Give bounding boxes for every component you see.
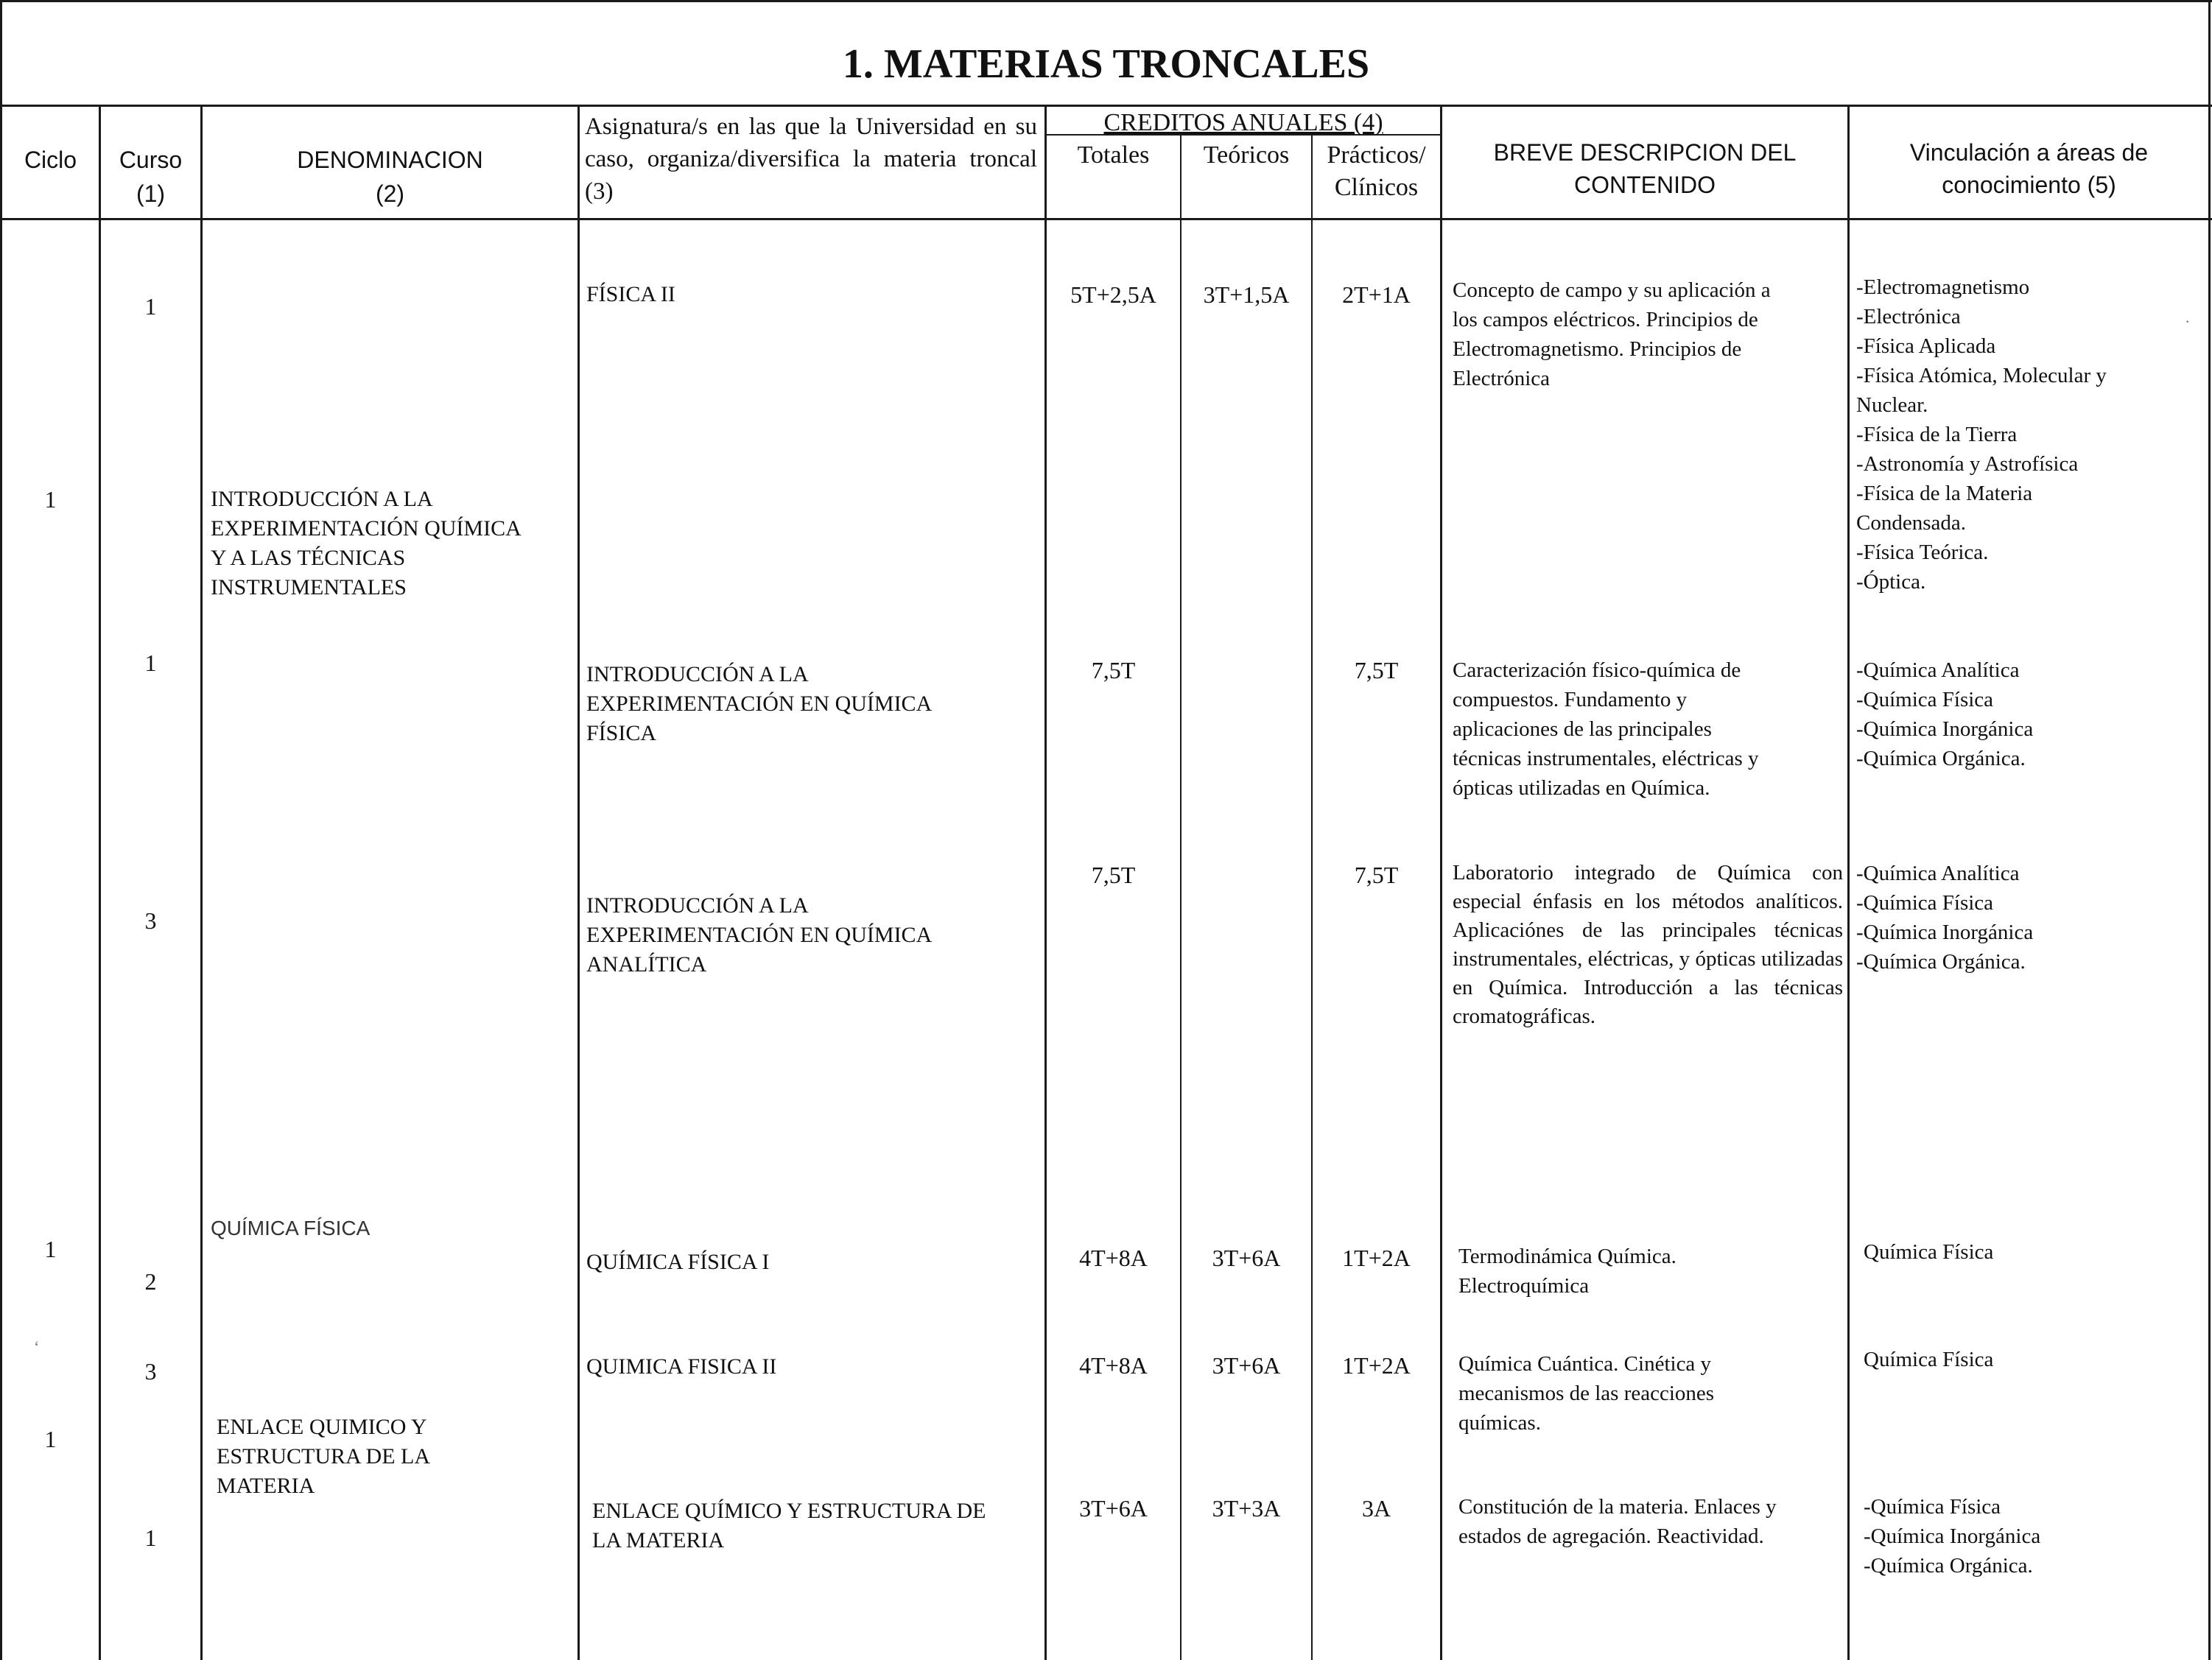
row-descripcion: Laboratorio integrado de Química con especial énfasis en los métodos analíticos. Aplicaciónes de las principales técnicas instrumentales, eléctricas, y ópticas utilizadas en Química. Introducción a las técnicas cromatográficas.	[1453, 861, 1843, 1028]
row-totales: 3T+6A	[1079, 1495, 1148, 1522]
header-clinicos: Clínicos	[1334, 174, 1419, 201]
row-practicos: 1T+2A	[1342, 1245, 1411, 1271]
row-totales: 7,5T	[1091, 657, 1136, 683]
row-descripcion: Termodinámica Química. Electroquímica	[1458, 1245, 1676, 1298]
col-line-practicos	[1440, 105, 1442, 1660]
header-vinculacion-2: conocimiento (5)	[1942, 172, 2116, 198]
row-practicos: 1T+2A	[1342, 1352, 1411, 1379]
row-totales: 4T+8A	[1079, 1352, 1148, 1379]
row-descripcion: Concepto de campo y su aplicación a los campos eléctricos. Principios de Electromagnetismo. Principios de Electrónica	[1453, 278, 1771, 390]
table-border-top	[0, 0, 2212, 2]
row-totales: 7,5T	[1091, 862, 1136, 888]
row-curso: 2	[144, 1268, 157, 1295]
row-curso: 3	[144, 907, 157, 934]
header-creditos: CREDITOS ANUALES (4)	[1103, 109, 1383, 136]
col-line-denominacion	[577, 105, 580, 1660]
row-practicos: 7,5T	[1354, 862, 1399, 888]
row-asignatura: QUÍMICA FÍSICA I	[586, 1250, 770, 1274]
row-vinculacion: -Química Física -Química Inorgánica -Química Orgánica.	[1864, 1495, 2041, 1578]
header-denominacion-ref: (2)	[375, 180, 405, 207]
header-totales: Totales	[1077, 141, 1150, 169]
header-denominacion: DENOMINACION	[297, 147, 483, 173]
row-teoricos: 3T+6A	[1212, 1352, 1281, 1379]
table-border-left	[0, 0, 2, 1660]
col-line-totales	[1180, 134, 1182, 1660]
row-curso: 3	[144, 1358, 157, 1385]
header-curso: Curso	[119, 147, 183, 173]
header-teoricos: Teóricos	[1203, 141, 1290, 169]
row-asignatura: INTRODUCCIÓN A LA EXPERIMENTACIÓN EN QUÍMICA ANALÍTICA	[586, 893, 933, 977]
col-line-curso	[200, 105, 203, 1660]
row-curso: 1	[144, 1524, 157, 1551]
header-descripcion: BREVE DESCRIPCION DEL	[1493, 139, 1797, 166]
row-curso: 1	[144, 293, 157, 320]
row-vinculacion: -Química Analítica -Química Física -Química Inorgánica -Química Orgánica.	[1856, 862, 2034, 974]
row-vinculacion: -Química Analítica -Química Física -Química Inorgánica -Química Orgánica.	[1856, 658, 2034, 770]
row-vinculacion: -Electromagnetismo -Electrónica -Física Aplicada -Física Atómica, Molecular y Nuclear. -Física de la Tierra -Astronomía y Astrofísica -Física de la Materia Condensada. -Física Teórica. -Óptica.	[1856, 275, 2107, 594]
row-ciclo: 1	[44, 1236, 57, 1262]
row-ciclo: 1	[44, 486, 57, 513]
scan-speck: ·	[2185, 312, 2191, 331]
row-descripcion: Constitución de la materia. Enlaces y estados de agregación. Reactividad.	[1458, 1495, 1777, 1548]
row-vinculacion: Química Física	[1864, 1240, 1994, 1264]
row-descripcion: Caracterización físico-química de compuestos. Fundamento y aplicaciones de las principales técnicas instrumentales, eléctricas y ópticas utilizadas en Química.	[1453, 658, 1759, 800]
header-vinculacion: Vinculación a áreas de	[1909, 139, 2149, 166]
col-line-ciclo	[99, 105, 101, 1660]
row-ciclo: 1	[44, 1426, 57, 1452]
row-practicos: 2T+1A	[1342, 281, 1411, 308]
row-asignatura: ENLACE QUÍMICO Y ESTRUCTURA DE LA MATERIA	[592, 1499, 986, 1552]
title-divider	[0, 105, 2212, 107]
header-curso-ref: (1)	[136, 180, 166, 207]
row-descripcion: Química Cuántica. Cinética y mecanismos de las reacciones químicas.	[1458, 1352, 1715, 1435]
col-line-teoricos	[1311, 134, 1313, 1660]
row-totales: 5T+2,5A	[1070, 281, 1156, 308]
row-curso: 1	[144, 650, 157, 676]
header-asignatura: Asignatura/s en las que la Universidad en su caso, organiza/diversifica la materia troncal (3)	[585, 113, 1037, 205]
page-title: 1. MATERIAS TRONCALES	[842, 41, 1370, 87]
row-asignatura: FÍSICA II	[586, 282, 675, 306]
row-asignatura: QUIMICA FISICA II	[586, 1354, 777, 1379]
row-teoricos: 3T+6A	[1212, 1245, 1281, 1271]
row-practicos: 3A	[1361, 1495, 1391, 1522]
row-denominacion: INTRODUCCIÓN A LA EXPERIMENTACIÓN QUÍMICA Y A LAS TÉCNICAS INSTRUMENTALES	[211, 487, 522, 599]
header-ciclo: Ciclo	[24, 147, 77, 173]
row-totales: 4T+8A	[1079, 1245, 1148, 1271]
row-asignatura: INTRODUCCIÓN A LA EXPERIMENTACIÓN EN QUÍMICA FÍSICA	[586, 662, 933, 745]
row-denominacion: QUÍMICA FÍSICA	[211, 1217, 371, 1239]
row-denominacion: ENLACE QUIMICO Y ESTRUCTURA DE LA MATERIA	[217, 1415, 431, 1498]
row-vinculacion: Química Física	[1864, 1348, 1994, 1371]
row-teoricos: 3T+3A	[1212, 1495, 1281, 1522]
header-divider	[0, 218, 2212, 220]
row-practicos: 7,5T	[1354, 657, 1399, 683]
row-teoricos: 3T+1,5A	[1203, 281, 1290, 308]
scan-speck: ‘	[34, 1337, 40, 1356]
table-border-right	[2208, 0, 2211, 1660]
header-practicos: Prácticos/	[1327, 141, 1426, 169]
header-descripcion-2: CONTENIDO	[1574, 172, 1716, 198]
col-line-descripcion	[1847, 105, 1850, 1660]
